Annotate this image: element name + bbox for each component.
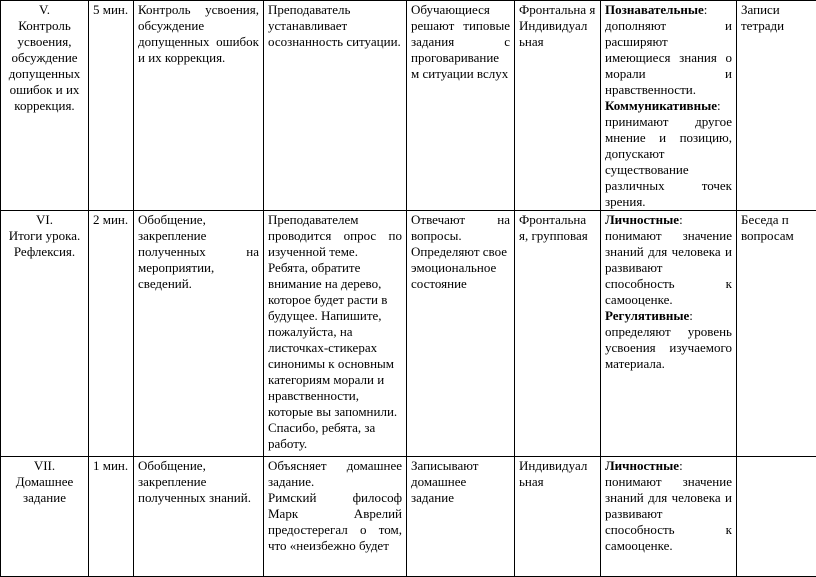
- stage-line: задание: [5, 490, 84, 506]
- teacher-text: Римский философ Марк Аврелий предостерегал о том, что «неизбежно будет: [268, 490, 402, 554]
- table-row: [1, 1, 816, 211]
- time-cell: 1 мин.: [89, 457, 134, 577]
- teacher-text: Преподаватель устанавливает осознанность ситуации.: [268, 2, 402, 50]
- uud-text: принимают другое мнение и позицию, допускают существование различных точек зрения.: [605, 114, 732, 209]
- stage-line: обсуждение: [5, 50, 84, 66]
- teacher-cell: [264, 1, 407, 211]
- teacher-cell: [264, 211, 407, 457]
- stage-line: V.: [5, 2, 84, 18]
- uud-item: Личностные: понимают значение знаний для человека и развивают способность к самооценке.: [605, 212, 732, 308]
- stage-line: Контроль: [5, 18, 84, 34]
- uud-text: понимают значение знаний для человека и развивают способность к самооценке.: [605, 228, 732, 307]
- uud-cell: [601, 457, 737, 577]
- table-row: [1, 211, 816, 457]
- stage-line: VI.: [5, 212, 84, 228]
- stage-line: Итоги урока.: [5, 228, 84, 244]
- content-cell: Обобщение, закрепление полученных на мероприятии, сведений.: [134, 211, 264, 457]
- students-cell: [407, 211, 515, 457]
- result-cell: Беседа п вопросам: [737, 211, 816, 457]
- uud-title: Личностные: [605, 458, 679, 473]
- stage-line: усвоения,: [5, 34, 84, 50]
- form-cell: Фронтальна я Индивидуал ьная: [515, 1, 601, 211]
- uud-title: Познавательные: [605, 2, 704, 17]
- uud-item: Познавательные: дополняют и расширяют имеющиеся знания о морали и нравственности.: [605, 2, 732, 98]
- uud-item: Личностные: понимают значение знаний для человека и развивают способность к самооценке.: [605, 458, 732, 554]
- stage-line: коррекция.: [5, 98, 84, 114]
- stage-line: Домашнее: [5, 474, 84, 490]
- students-text: Отвечают на вопросы.: [411, 212, 510, 244]
- teacher-cell: [264, 457, 407, 577]
- content-cell: Контроль усвоения, обсуждение допущенных ошибок и их коррекция.: [134, 1, 264, 211]
- teacher-text: Объясняет домашнее задание.: [268, 458, 402, 490]
- students-text: Обучающиеся решают типовые задания с проговаривание м ситуации вслух: [411, 2, 510, 82]
- uud-cell: [601, 211, 737, 457]
- table-row: [1, 457, 816, 577]
- time-cell: 5 мин.: [89, 1, 134, 211]
- result-cell: Записи тетради: [737, 1, 816, 211]
- teacher-text: Преподавателем проводится опрос по изученной теме.: [268, 212, 402, 260]
- uud-title: Регулятивные: [605, 308, 689, 323]
- stage-line: ошибок и их: [5, 82, 84, 98]
- uud-title: Личностные: [605, 212, 679, 227]
- uud-text: определяют уровень усвоения изучаемого материала.: [605, 324, 732, 371]
- students-text: Записывают домашнее задание: [411, 458, 510, 506]
- form-cell: Индивидуал ьная: [515, 457, 601, 577]
- stage-line: Рефлексия.: [5, 244, 84, 260]
- result-cell: [737, 457, 816, 577]
- uud-title: Коммуникативные: [605, 98, 717, 113]
- teacher-text: Ребята, обратите внимание на дерево, которое будет расти в будущее. Напишите, пожалуйста, на листочках-стикерах синонимы к основным категориям морали и нравственности, которые вы запомнили.: [268, 260, 402, 420]
- form-cell: Фронтальна я, групповая: [515, 211, 601, 457]
- students-cell: [407, 1, 515, 211]
- content-cell: Обобщение, закрепление полученных знаний.: [134, 457, 264, 577]
- students-text: Определяют свое эмоциональное состояние: [411, 244, 510, 292]
- stage-line: допущенных: [5, 66, 84, 82]
- uud-cell: [601, 1, 737, 211]
- stage-cell: [1, 211, 89, 457]
- uud-text: понимают значение знаний для человека и развивают способность к самооценке.: [605, 474, 732, 553]
- time-cell: 2 мин.: [89, 211, 134, 457]
- uud-item: Коммуникативные: принимают другое мнение и позицию, допускают существование различных точек зрения.: [605, 98, 732, 210]
- stage-line: VII.: [5, 458, 84, 474]
- teacher-text: Спасибо, ребята, за работу.: [268, 420, 402, 452]
- students-cell: [407, 457, 515, 577]
- stage-cell: [1, 1, 89, 211]
- uud-item: Регулятивные: определяют уровень усвоения изучаемого материала.: [605, 308, 732, 372]
- stage-cell: [1, 457, 89, 577]
- uud-text: дополняют и расширяют имеющиеся знания о морали и нравственности.: [605, 18, 732, 97]
